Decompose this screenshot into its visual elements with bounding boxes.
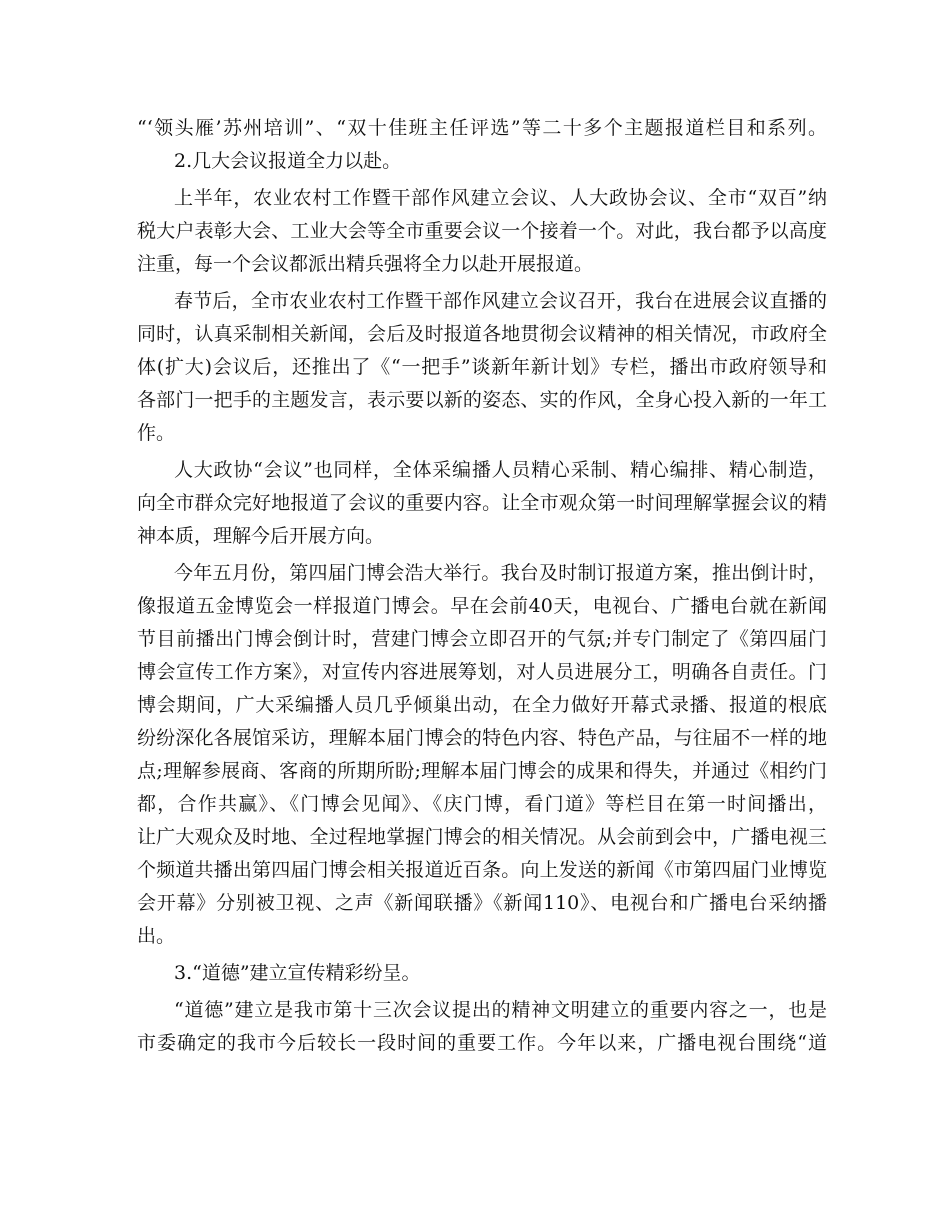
text-line: 春节后，全市农业农村工作暨干部作风建立会议召开，我台在进展会议直播的: [174, 290, 827, 312]
text-line: 都，合作共赢》、《门博会见闻》、《庆门博，看门道》等栏目在第一时间播出，: [137, 793, 827, 815]
text-line: 各部门一把手的主题发言，表示要以新的姿态、实的作风，全身心投入新的一年工: [137, 389, 827, 411]
text-line: 作。: [137, 422, 176, 444]
text-line: “道德”建立是我市第十三次会议提出的精神文明建立的重要内容之一，也是: [174, 999, 827, 1021]
text-line: 今年五月份，第四届门博会浩大举行。我台及时制订报道方案，推出倒计时，: [174, 562, 827, 584]
text-line: 同时，认真采制相关新闻，会后及时报道各地贯彻会议精神的相关情况，市政府全: [137, 323, 827, 345]
text-line: 人大政协“会议”也同样，全体采编播人员精心采制、精心编排、精心制造，: [174, 459, 827, 481]
text-line: 节目前播出门博会倒计时，营建门博会立即召开的气氛;并专门制定了《第四届门: [137, 628, 827, 650]
text-line: 体(扩大)会议后，还推出了《“一把手”谈新年新计划》专栏，播出市政府领导和: [137, 356, 827, 378]
text-line: 个频道共播出第四届门博会相关报道近百条。向上发送的新闻《市第四届门业博览: [137, 859, 827, 881]
text-line: 向全市群众完好地报道了会议的重要内容。让全市观众第一时间理解掌握会议的精: [137, 492, 827, 514]
text-line: “‘领头雁’苏州培训”、“双十佳班主任评选”等二十多个主题报道栏目和系列。: [137, 117, 827, 139]
text-line: 会开幕》分别被卫视、之声《新闻联播》《新闻110》、电视台和广播电台采纳播: [137, 892, 827, 914]
document-body: [137, 112, 827, 1060]
text-line: 点;理解参展商、客商的所期所盼;理解本届门博会的成果和得失，并通过《相约门: [137, 760, 827, 782]
text-line: 注重，每一个会议都派出精兵强将全力以赴开展报道。: [137, 253, 594, 275]
text-line: 纷纷深化各展馆采访，理解本届门博会的特色内容、特色产品，与往届不一样的地: [137, 727, 827, 749]
section-heading: 2.几大会议报道全力以赴。: [174, 150, 402, 172]
section-heading: 3.“道德”建立宣传精彩纷呈。: [174, 962, 421, 984]
text-line: 上半年，农业农村工作暨干部作风建立会议、人大政协会议、全市“双百”纳: [174, 187, 827, 209]
text-line: 博会宣传工作方案》，对宣传内容进展筹划，对人员进展分工，明确各自责任。门: [137, 661, 827, 683]
text-line: 神本质，理解今后开展方向。: [137, 525, 385, 547]
text-line: 让广大观众及时地、全过程地掌握门博会的相关情况。从会前到会中，广播电视三: [137, 826, 827, 848]
text-line: 税大户表彰大会、工业大会等全市重要会议一个接着一个。对此，我台都予以高度: [137, 220, 827, 242]
text-line: 市委确定的我市今后较长一段时间的重要工作。今年以来，广播电视台围绕“道: [137, 1032, 827, 1054]
text-line: 出。: [137, 925, 176, 947]
text-line: 像报道五金博览会一样报道门博会。早在会前40天，电视台、广播电台就在新闻: [137, 595, 827, 617]
text-line: 博会期间，广大采编播人员几乎倾巢出动，在全力做好开幕式录播、报道的根底: [137, 694, 827, 716]
